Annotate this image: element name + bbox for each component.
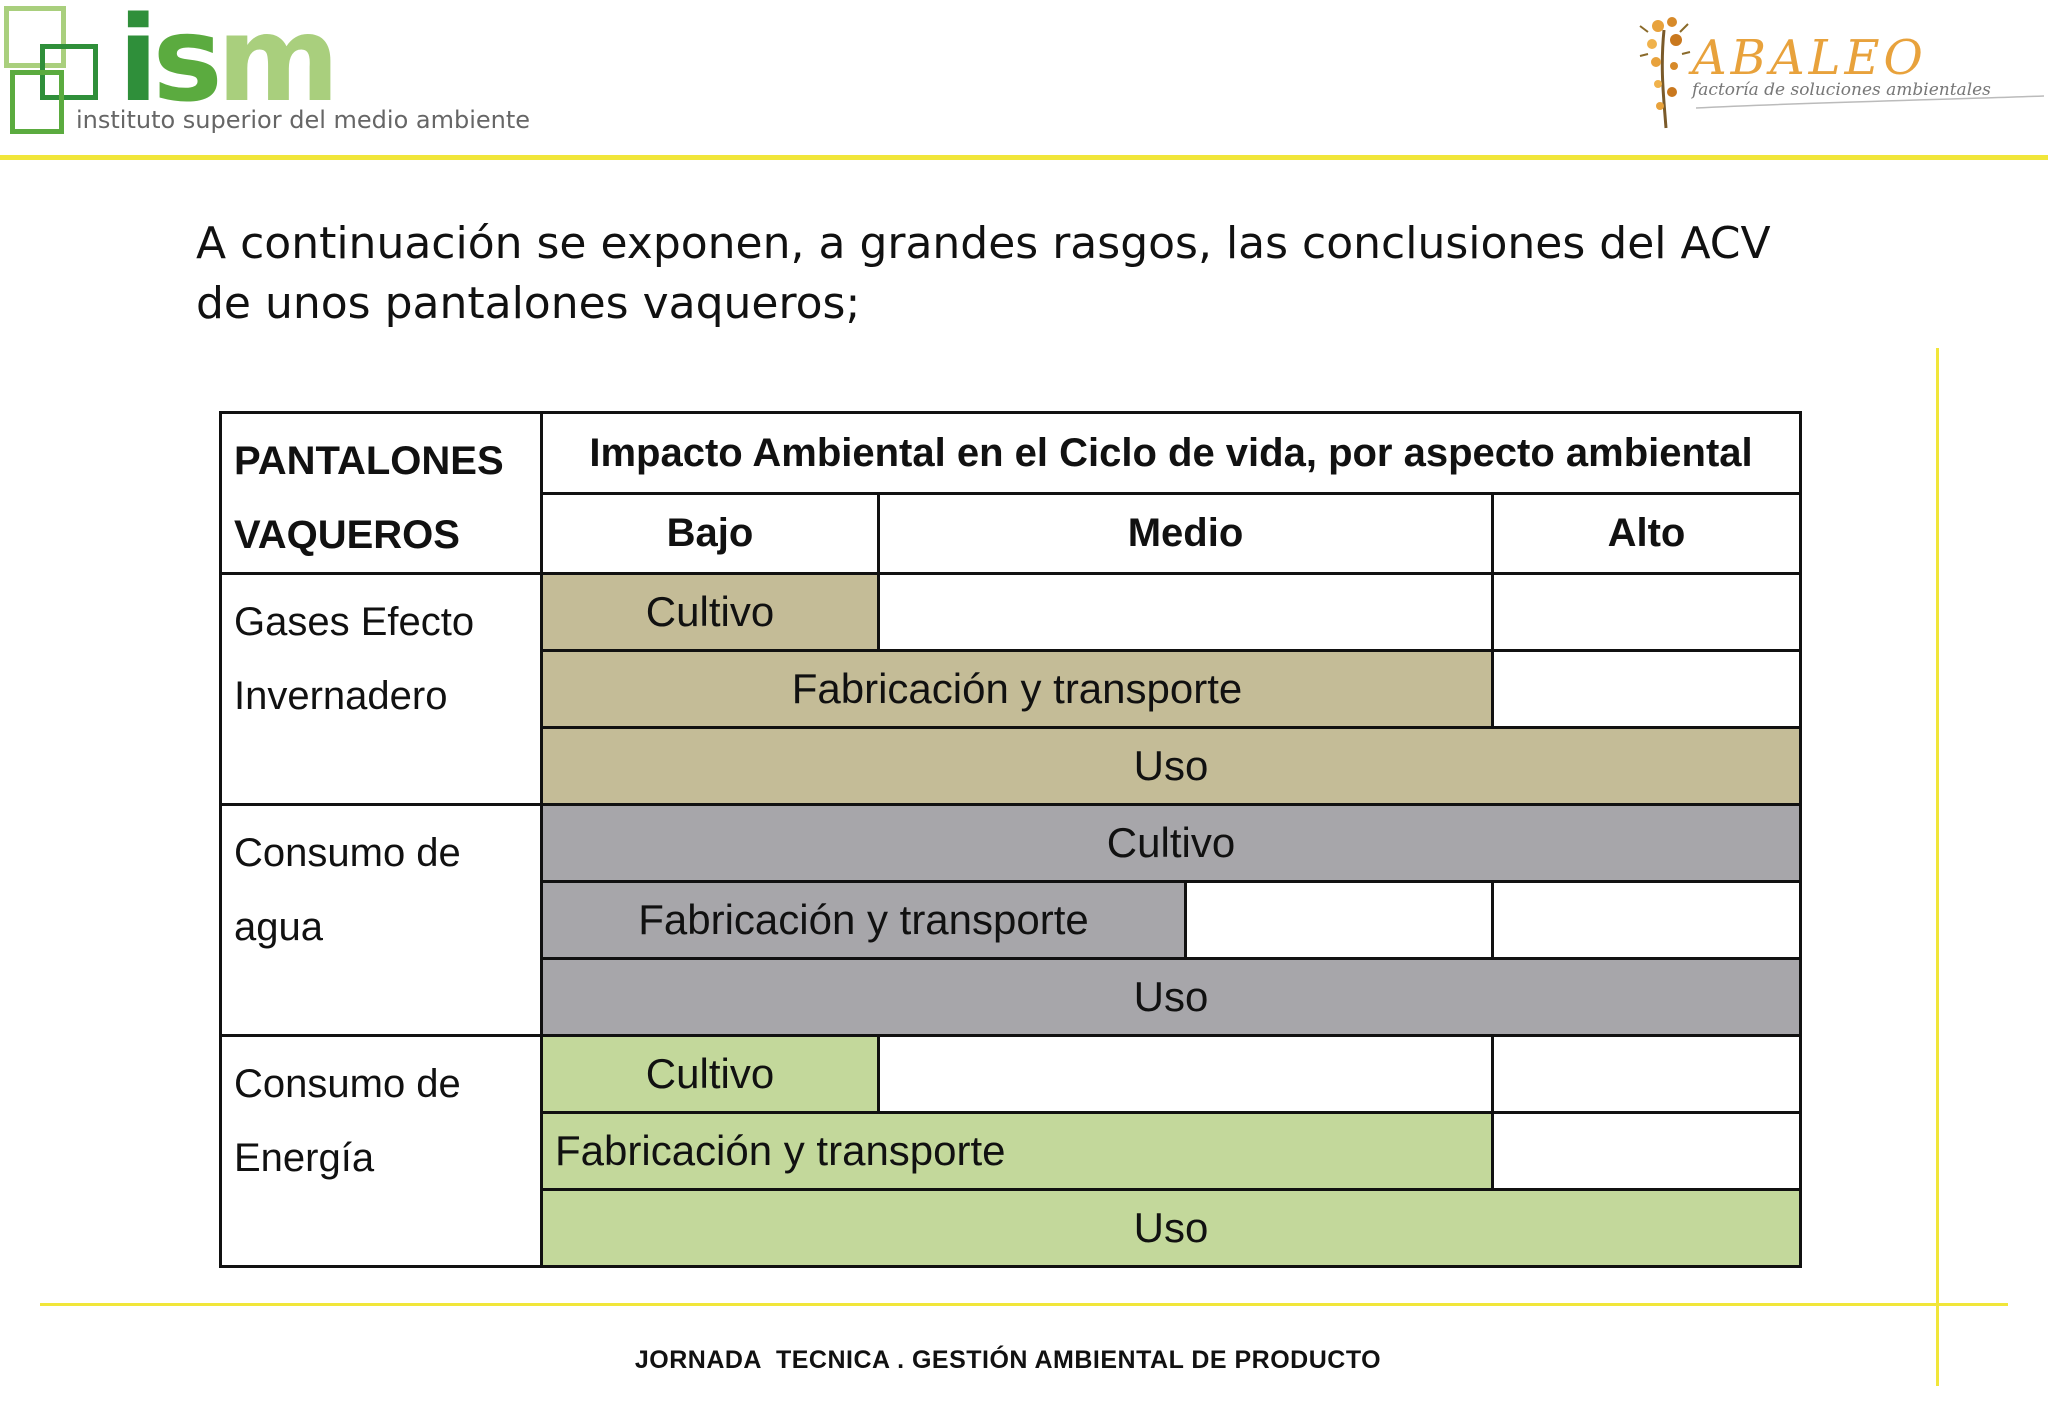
swoosh-icon (1696, 94, 2046, 114)
abaleo-name: ABALEO (1692, 30, 1927, 86)
header-divider (0, 155, 2048, 160)
footer-text (0, 1346, 2048, 1375)
impact-bar: Uso (542, 959, 1801, 1036)
empty-cell (1493, 882, 1801, 959)
logo-square-inner (10, 70, 64, 134)
impact-bar: Cultivo (542, 574, 879, 651)
footer-label: JORNADA TECNICA . GESTIÓN AMBIENTAL DE PRODUCTO (634, 1346, 1382, 1374)
footer-divider (40, 1303, 2008, 1306)
empty-cell (1493, 1113, 1801, 1190)
impact-bar: Fabricación y transporte (542, 1113, 1493, 1190)
intro-text: A continuación se exponen, a grandes rasgos, las conclusiones del ACV de unos pantalones vaqueros; (196, 218, 1771, 329)
impact-bar: Cultivo (542, 805, 1801, 882)
empty-cell (1493, 651, 1801, 728)
corner-header: PANTALONES VAQUEROS (221, 413, 542, 574)
vertical-accent-line (1936, 348, 1939, 1386)
ism-subtitle: instituto superior del medio ambiente (76, 106, 531, 134)
impact-bar: Uso (542, 728, 1801, 805)
level-header-medio: Medio (879, 493, 1493, 574)
plant-icon (1636, 10, 1696, 130)
table-header-row (221, 413, 1801, 494)
main-header: Impacto Ambiental en el Ciclo de vida, por aspecto ambiental (542, 413, 1801, 494)
aspect-label: Gases Efecto Invernadero (221, 574, 542, 805)
level-header-bajo: Bajo (542, 493, 879, 574)
level-header-alto: Alto (1493, 493, 1801, 574)
table-row (221, 805, 1801, 882)
impact-bar: Fabricación y transporte (542, 882, 1186, 959)
lca-table (219, 411, 1802, 1268)
impact-bar: Uso (542, 1190, 1801, 1267)
ism-wordmark: ism (118, 0, 334, 128)
ism-logo (0, 0, 540, 145)
abaleo-tagline: factoría de soluciones ambientales (1692, 80, 1991, 100)
empty-cell (879, 574, 1493, 651)
aspect-label: Consumo de Energía (221, 1036, 542, 1267)
empty-cell (1186, 882, 1493, 959)
empty-cell (1493, 574, 1801, 651)
abaleo-logo (1636, 10, 2048, 130)
empty-cell (1493, 1036, 1801, 1113)
aspect-label: Consumo de agua (221, 805, 542, 1036)
table-row (221, 1036, 1801, 1113)
impact-bar: Cultivo (542, 1036, 879, 1113)
empty-cell (879, 1036, 1493, 1113)
table-row (221, 574, 1801, 651)
impact-bar: Fabricación y transporte (542, 651, 1493, 728)
